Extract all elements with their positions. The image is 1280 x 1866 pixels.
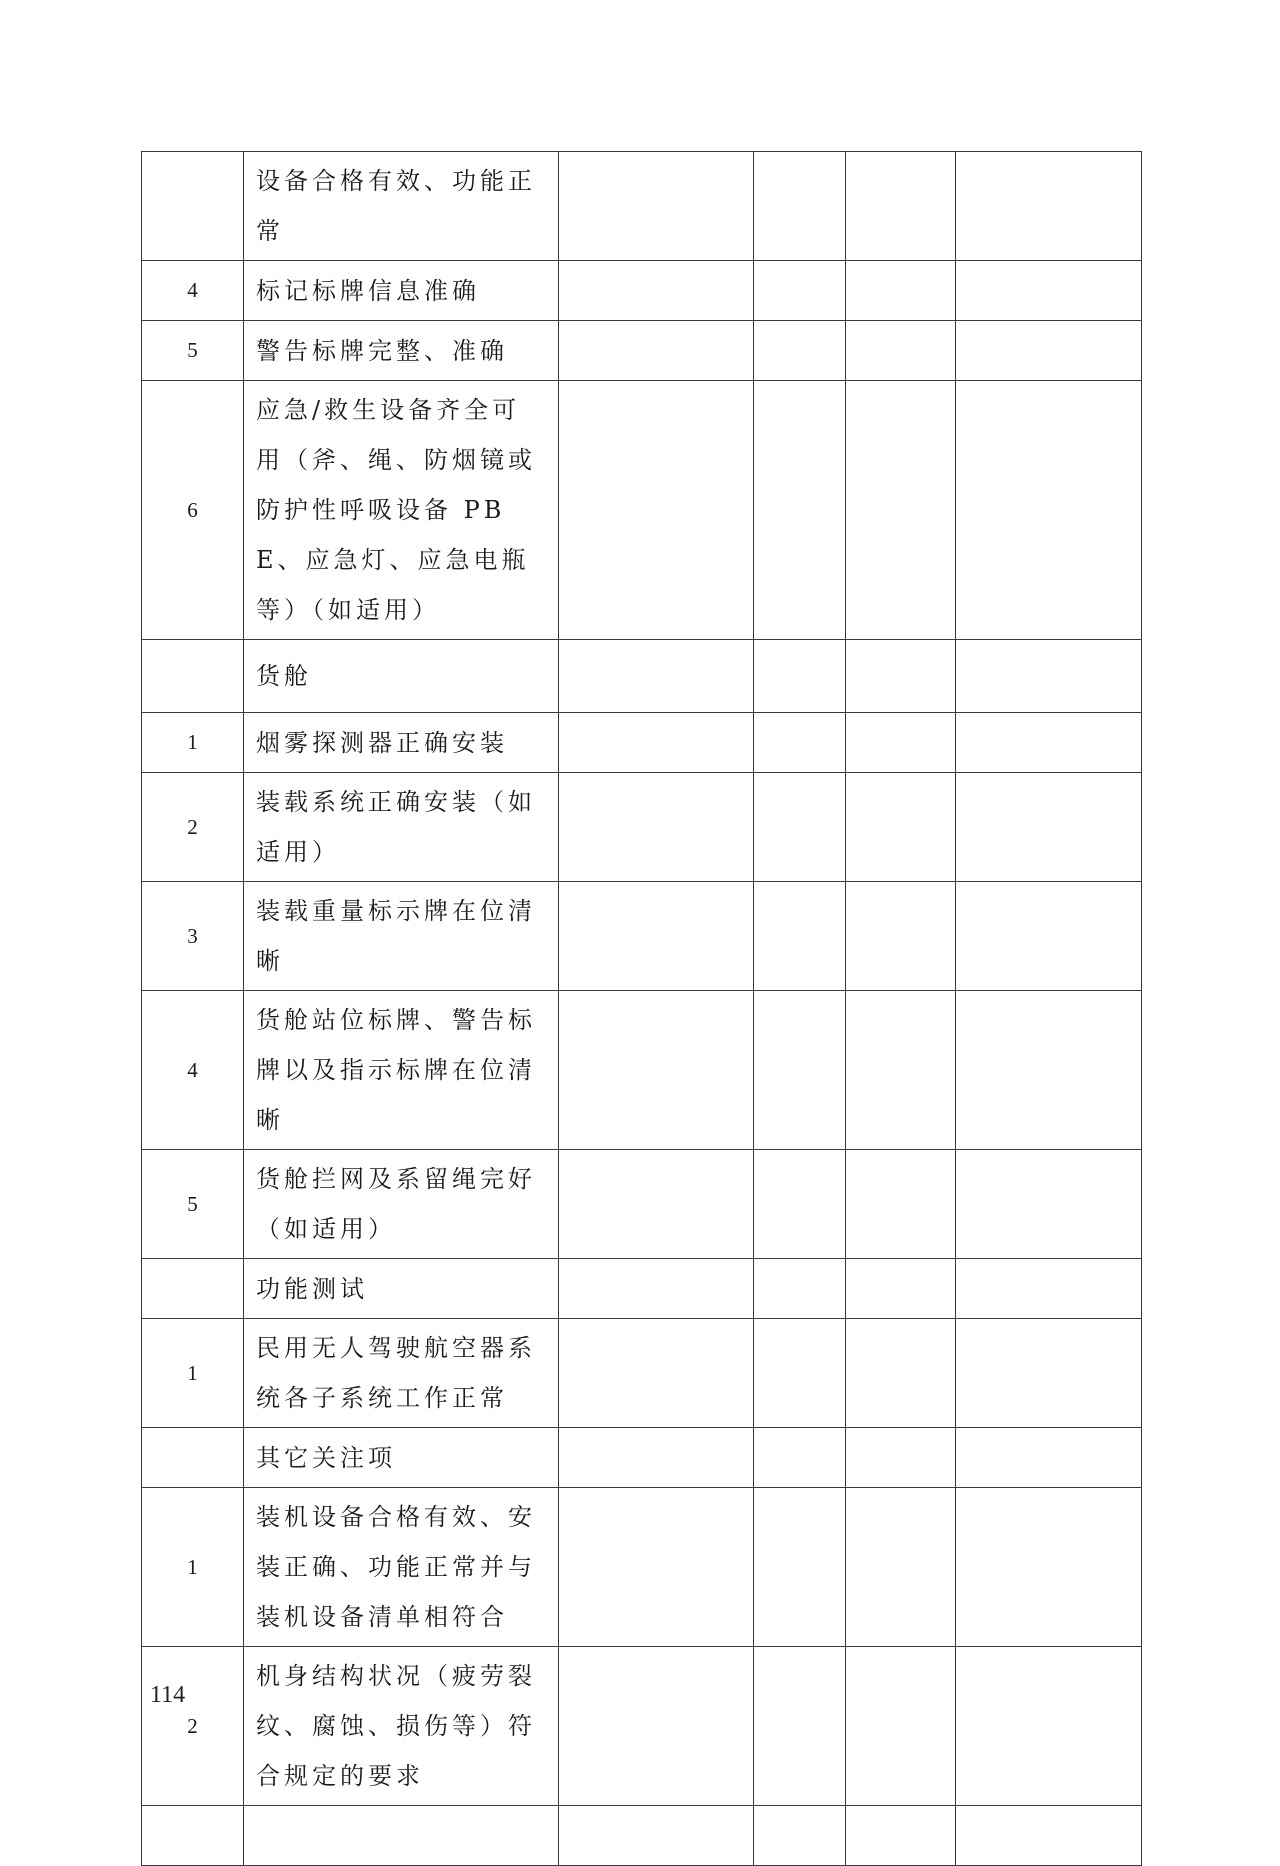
empty-cell: [846, 261, 956, 321]
empty-cell: [846, 321, 956, 381]
table-row: [142, 381, 1142, 640]
empty-cell: [559, 261, 754, 321]
empty-cell: [559, 713, 754, 773]
empty-cell: [754, 1428, 846, 1488]
check-item-cell: 装机设备合格有效、安装正确、功能正常并与装机设备清单相符合: [244, 1488, 559, 1647]
empty-cell: [754, 1150, 846, 1259]
empty-cell: [846, 773, 956, 882]
empty-cell: [559, 640, 754, 713]
row-number-cell: 5: [142, 321, 244, 381]
empty-cell: [754, 321, 846, 381]
page-number: 114: [150, 1682, 186, 1708]
empty-cell: [846, 1488, 956, 1647]
empty-cell: [956, 1259, 1142, 1319]
empty-cell: [754, 261, 846, 321]
empty-cell: [956, 991, 1142, 1150]
table-row: [142, 321, 1142, 381]
check-item-cell: 机身结构状况（疲劳裂纹、腐蚀、损伤等）符合规定的要求: [244, 1647, 559, 1806]
table-row: [142, 773, 1142, 882]
empty-cell: [754, 1647, 846, 1806]
empty-cell: [559, 1259, 754, 1319]
section-header-cell: 货舱: [244, 640, 559, 713]
check-item-cell: 烟雾探测器正确安装: [244, 713, 559, 773]
row-number-cell: 4: [142, 991, 244, 1150]
empty-cell: [559, 882, 754, 991]
empty-cell: [754, 713, 846, 773]
row-number-cell: 6: [142, 381, 244, 640]
empty-cell: [846, 1319, 956, 1428]
empty-cell: [956, 882, 1142, 991]
empty-cell: [956, 640, 1142, 713]
table-row: [142, 1806, 1142, 1866]
empty-cell: [754, 991, 846, 1150]
row-number-cell: 5: [142, 1150, 244, 1259]
table-row: [142, 1428, 1142, 1488]
empty-cell: [754, 640, 846, 713]
empty-cell: [956, 1150, 1142, 1259]
empty-cell: [559, 321, 754, 381]
empty-cell: [559, 1488, 754, 1647]
check-item-cell: 货舱站位标牌、警告标牌以及指示标牌在位清晰: [244, 991, 559, 1150]
section-header-cell: 其它关注项: [244, 1428, 559, 1488]
empty-cell: [846, 713, 956, 773]
empty-cell: [956, 261, 1142, 321]
empty-cell: [754, 882, 846, 991]
empty-cell: [846, 381, 956, 640]
empty-cell: [846, 882, 956, 991]
empty-cell: [956, 321, 1142, 381]
empty-cell: [846, 640, 956, 713]
row-number-cell: 3: [142, 882, 244, 991]
empty-cell: [754, 152, 846, 261]
empty-cell: [846, 152, 956, 261]
empty-cell: [559, 1428, 754, 1488]
empty-cell: [846, 1259, 956, 1319]
table-row: [142, 152, 1142, 261]
empty-cell: [956, 1488, 1142, 1647]
row-number-cell: 1: [142, 1319, 244, 1428]
row-number-cell: 1: [142, 1488, 244, 1647]
check-item-cell: 应急/救生设备齐全可用（斧、绳、防烟镜或防护性呼吸设备 PBE、应急灯、应急电瓶等）（如适用）: [244, 381, 559, 640]
empty-cell: [754, 1319, 846, 1428]
empty-cell: [846, 1806, 956, 1866]
empty-cell: [559, 1319, 754, 1428]
empty-cell: [754, 1488, 846, 1647]
empty-cell: [956, 381, 1142, 640]
table-row: [142, 1259, 1142, 1319]
section-header-cell: 功能测试: [244, 1259, 559, 1319]
table-row: [142, 882, 1142, 991]
table-row: [142, 1150, 1142, 1259]
empty-cell: [956, 1319, 1142, 1428]
empty-cell: [846, 1647, 956, 1806]
empty-cell: [754, 381, 846, 640]
check-item-cell: 装载系统正确安装（如适用）: [244, 773, 559, 882]
empty-cell: [559, 381, 754, 640]
table-row: [142, 640, 1142, 713]
row-number-cell: [142, 1259, 244, 1319]
inspection-checklist-table: [141, 151, 1142, 1866]
empty-cell: [754, 1806, 846, 1866]
empty-cell: [846, 1428, 956, 1488]
table-row: [142, 261, 1142, 321]
empty-cell: [846, 1150, 956, 1259]
empty-cell: [559, 773, 754, 882]
empty-cell: [956, 713, 1142, 773]
row-number-cell: [142, 640, 244, 713]
empty-cell: [956, 152, 1142, 261]
empty-cell: [559, 1647, 754, 1806]
table-row: [142, 1647, 1142, 1806]
check-item-cell: [244, 1806, 559, 1866]
row-number-cell: 1: [142, 713, 244, 773]
check-item-cell: 民用无人驾驶航空器系统各子系统工作正常: [244, 1319, 559, 1428]
check-item-cell: 标记标牌信息准确: [244, 261, 559, 321]
table-row: [142, 713, 1142, 773]
row-number-cell: [142, 1428, 244, 1488]
check-item-cell: 设备合格有效、功能正常: [244, 152, 559, 261]
empty-cell: [559, 1806, 754, 1866]
table-row: [142, 1488, 1142, 1647]
check-item-cell: 警告标牌完整、准确: [244, 321, 559, 381]
row-number-cell: 2: [142, 1647, 244, 1806]
empty-cell: [559, 991, 754, 1150]
empty-cell: [956, 1806, 1142, 1866]
row-number-cell: [142, 1806, 244, 1866]
empty-cell: [956, 1428, 1142, 1488]
table-row: [142, 991, 1142, 1150]
empty-cell: [956, 773, 1142, 882]
check-item-cell: 装载重量标示牌在位清晰: [244, 882, 559, 991]
row-number-cell: 2: [142, 773, 244, 882]
empty-cell: [559, 1150, 754, 1259]
row-number-cell: 4: [142, 261, 244, 321]
empty-cell: [754, 773, 846, 882]
table-row: [142, 1319, 1142, 1428]
check-item-cell: 货舱拦网及系留绳完好（如适用）: [244, 1150, 559, 1259]
empty-cell: [846, 991, 956, 1150]
row-number-cell: [142, 152, 244, 261]
empty-cell: [559, 152, 754, 261]
empty-cell: [754, 1259, 846, 1319]
empty-cell: [956, 1647, 1142, 1806]
